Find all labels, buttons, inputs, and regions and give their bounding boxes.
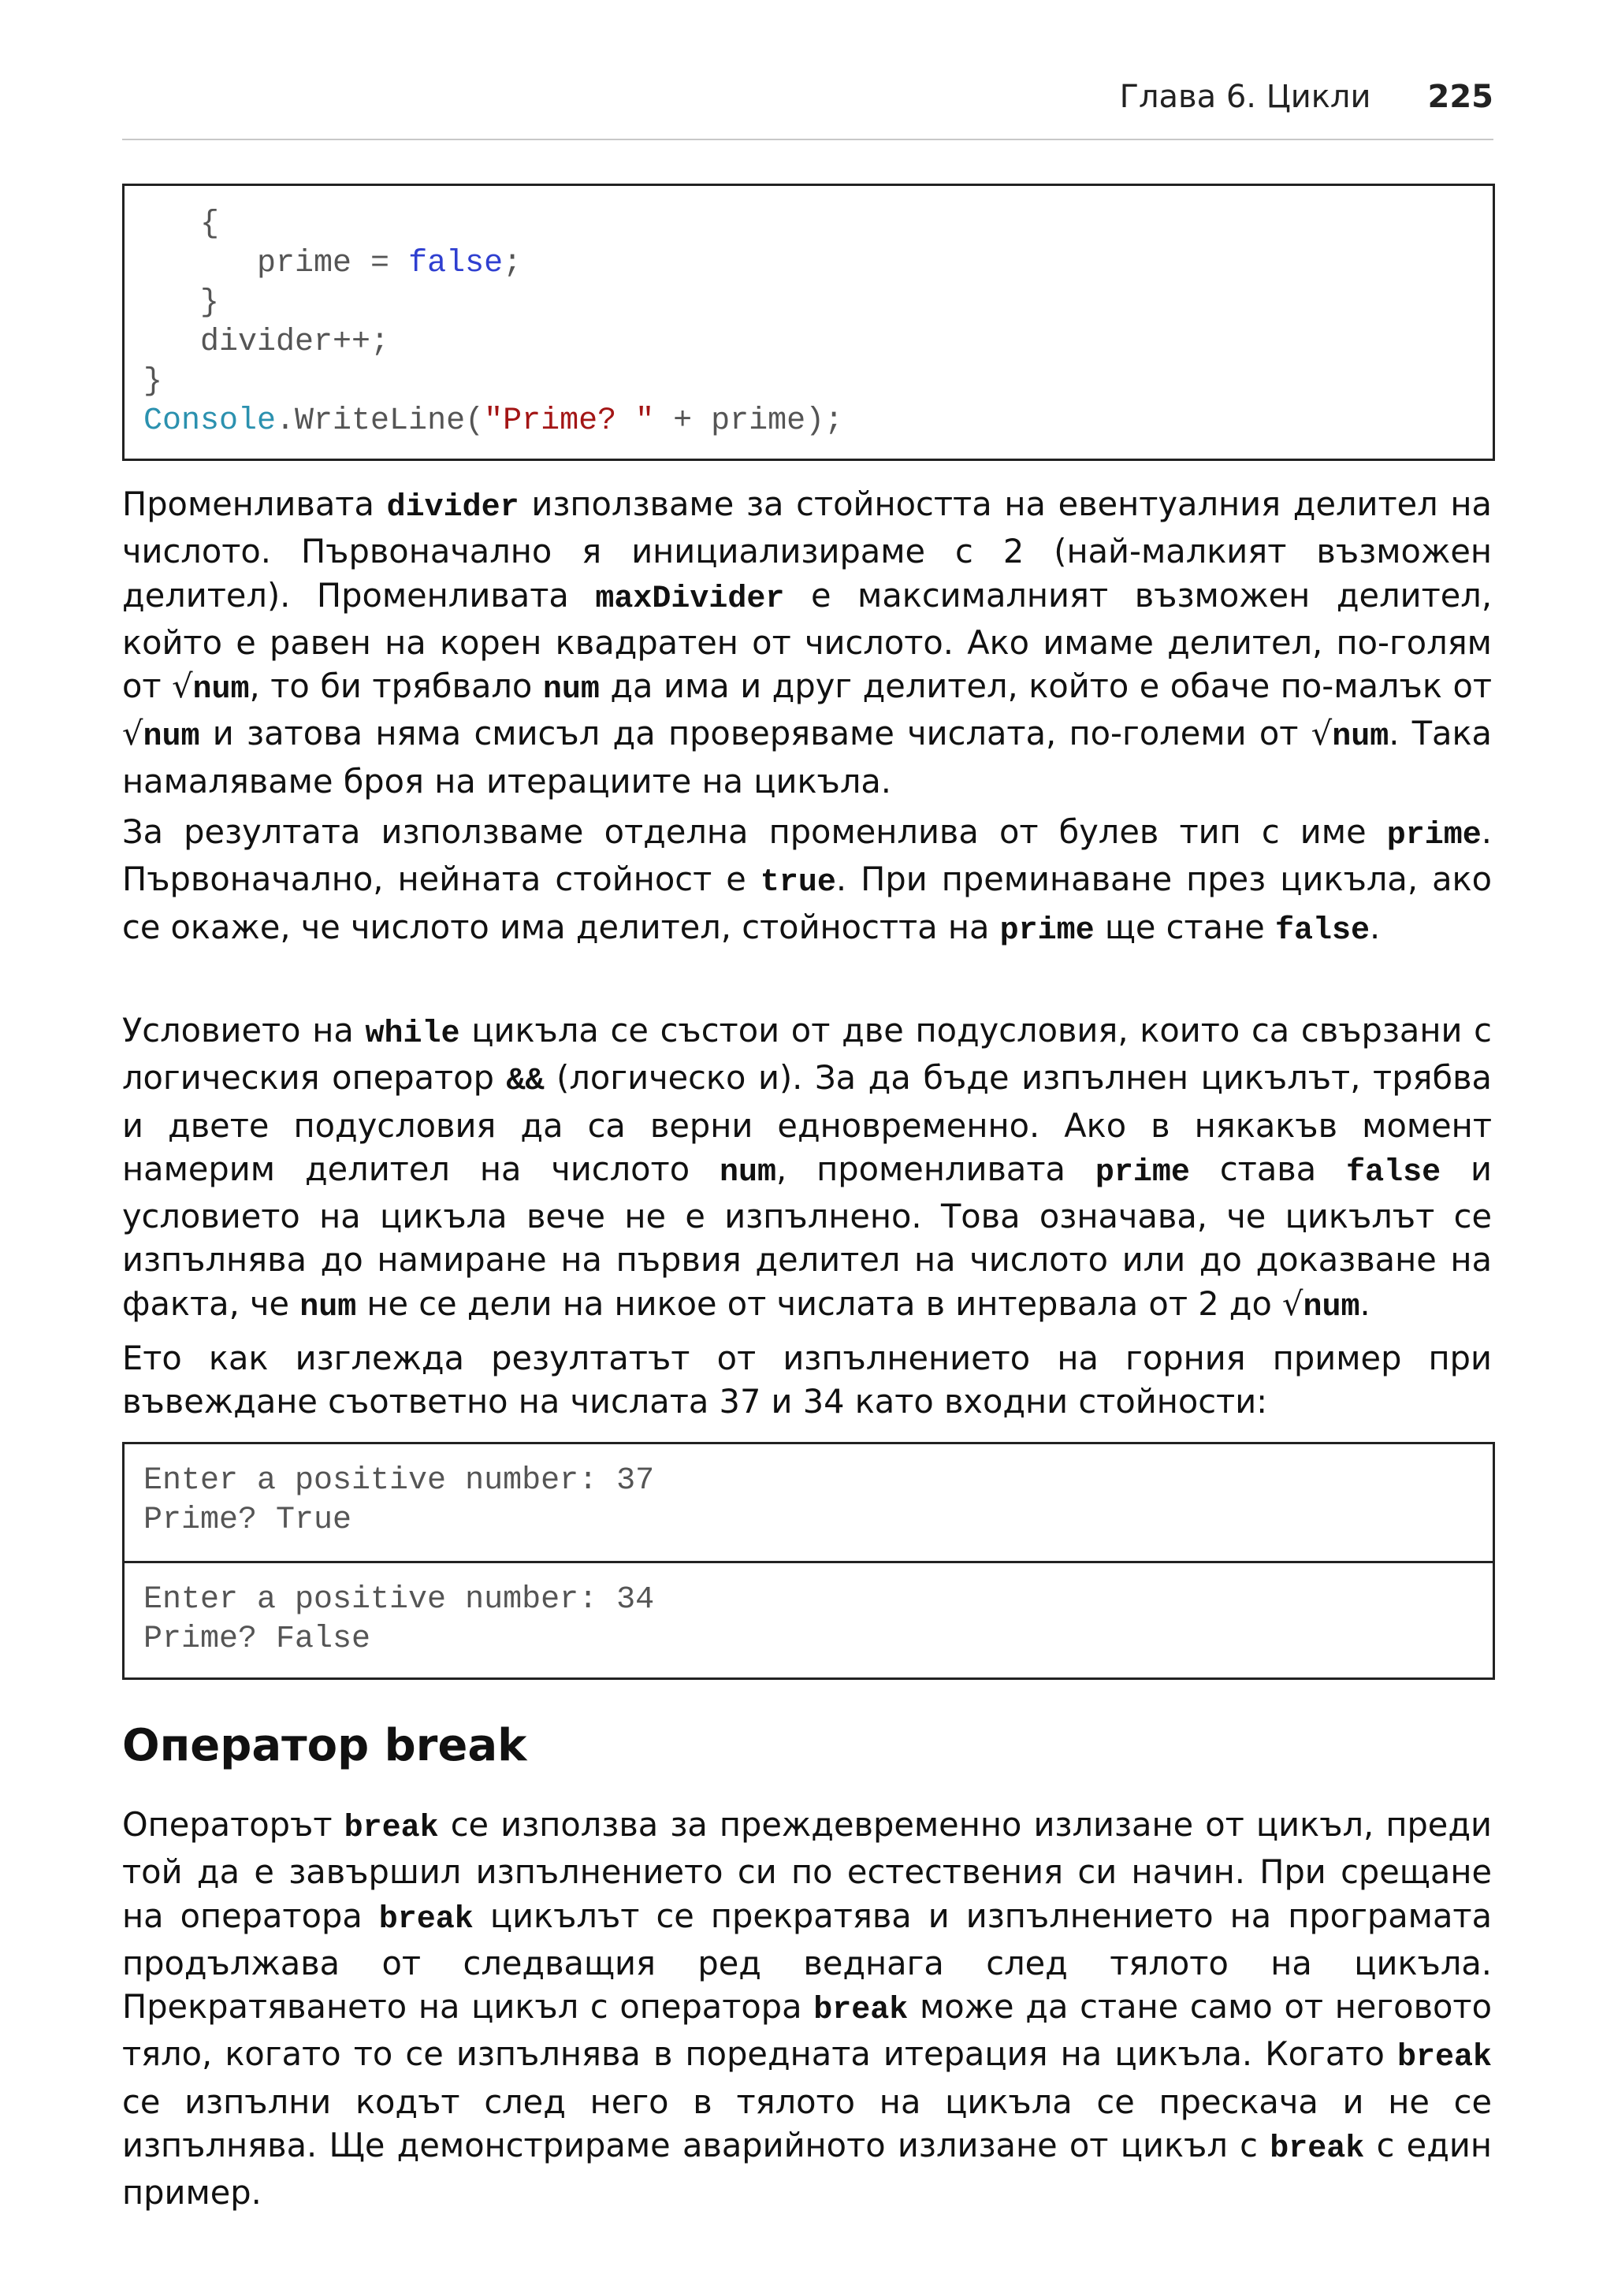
console-output <box>122 1442 1495 1680</box>
inline-code: break <box>813 1993 909 2029</box>
inline-code: break <box>344 1811 439 1846</box>
paragraph-divider: Променливата divider използваме за стойността на евентуалния делител на числото. Първоначално я инициализираме с 2 (най-малкият възможен делител). Променливата maxDivider е максималният възможен делител, който е равен на корен квадратен от числото. Ако имаме делител, по-голям от √num, то би трябвало num да има и друг делител, който е обаче по-малък от √num и затова няма смисъл да проверяваме числата, по-големи от √num. Така намаляваме броя на итерациите на цикъла. <box>122 485 1493 801</box>
code-line <box>143 284 1493 323</box>
code-line <box>143 362 1493 402</box>
inline-code: break <box>378 1901 474 1937</box>
output-line: Enter a positive number: 34 <box>143 1582 655 1618</box>
inline-code: false <box>1346 1154 1441 1191</box>
code-token: { <box>200 206 220 242</box>
inline-code: true <box>760 865 836 901</box>
inline-code: num <box>1303 1289 1360 1325</box>
paragraph-prime-variable: За резултата използваме отделна променлива от булев тип с име prime. Първоначално, нейната стойност е true. При преминаване през цикъла, ако се окаже, че числото има делител, стойността на prime ще стане false. <box>122 812 1492 949</box>
code-token: ; <box>503 246 523 281</box>
inline-code: && <box>506 1064 545 1100</box>
inline-code: divider <box>386 490 519 526</box>
page-number: 225 <box>1427 79 1493 115</box>
inline-code: break <box>1270 2131 1365 2168</box>
code-token: } <box>200 285 220 321</box>
inline-code: num <box>1332 719 1389 756</box>
inline-code: false <box>1274 912 1370 949</box>
console-output-run-2 <box>125 1561 1493 1677</box>
inline-code: maxDivider <box>595 581 785 617</box>
inline-code: prime <box>1095 1154 1190 1191</box>
code-token: .WriteLine( <box>276 403 485 439</box>
inline-code: num <box>143 719 200 756</box>
code-line <box>143 205 1493 244</box>
inline-code: while <box>365 1016 460 1052</box>
code-token: divider++; <box>200 325 390 360</box>
chapter-title: Глава 6. Цикли <box>1119 79 1371 115</box>
code-line <box>143 402 1493 441</box>
code-token: } <box>143 364 163 399</box>
output-line: Enter a positive number: 37 <box>143 1463 655 1499</box>
inline-code: num <box>299 1289 357 1325</box>
inline-code: prime <box>999 912 1095 949</box>
inline-code: prime <box>1386 818 1482 853</box>
code-listing <box>122 184 1495 461</box>
inline-code: num <box>542 672 600 708</box>
paragraph-output-intro: Ето как изглежда резултатът от изпълнението на горния пример при въвеждане съответно на числата 37 и 34 като входни стойности: <box>122 1339 1492 1421</box>
paragraph-while-condition: Условието на while цикъла се състои от две подусловия, които са свързани с логическия оператор && (логическо и). За да бъде изпълнен цикълът, трябва и двете подусловия да са верни едновременно. Ако в някакъв момент намерим делител на числото num, променливата prime става false и условието на цикъла вече не е изпълнено. Това означава, че цикълът се изпълнява до намиране на първия делител на числото или до доказване на факта, че num не се дели на никое от числата в интервала от 2 до √num. <box>122 1011 1492 1325</box>
output-line: Prime? True <box>143 1503 352 1538</box>
console-output-run-1 <box>125 1444 1493 1561</box>
inline-code: break <box>1396 2040 1492 2076</box>
code-token: "Prime? " <box>484 403 655 439</box>
inline-code: num <box>720 1154 777 1191</box>
page-header <box>122 79 1493 140</box>
inline-code: num <box>192 672 250 708</box>
code-token: false <box>408 246 504 281</box>
paragraph-break-operator: Операторът break се използва за преждевременно излизане от цикъл, преди той да е завършил изпълнението си по естествения си начин. При срещане на оператора break цикълът се прекратява и изпълнението на програмата продължава от следващия ред веднага след тялото на цикъла. Прекратяването на цикъл с оператора break може да стане само от неговото тяло, когато то се изпълнява в поредната итерация на цикъла. Когато break се изпълни кодът след него в тялото на цикъла се прескача и не се изпълнява. Ще демонстрираме аварийното излизане от цикъл с break с един пример. <box>122 1805 1493 2212</box>
code-line <box>143 244 1493 284</box>
code-token: + prime); <box>654 403 844 439</box>
code-line <box>143 323 1493 362</box>
section-heading: Оператор break <box>122 1720 527 1771</box>
code-token: Console <box>143 403 277 439</box>
code-token: prime = <box>257 246 409 281</box>
output-line: Prime? False <box>143 1622 371 1657</box>
